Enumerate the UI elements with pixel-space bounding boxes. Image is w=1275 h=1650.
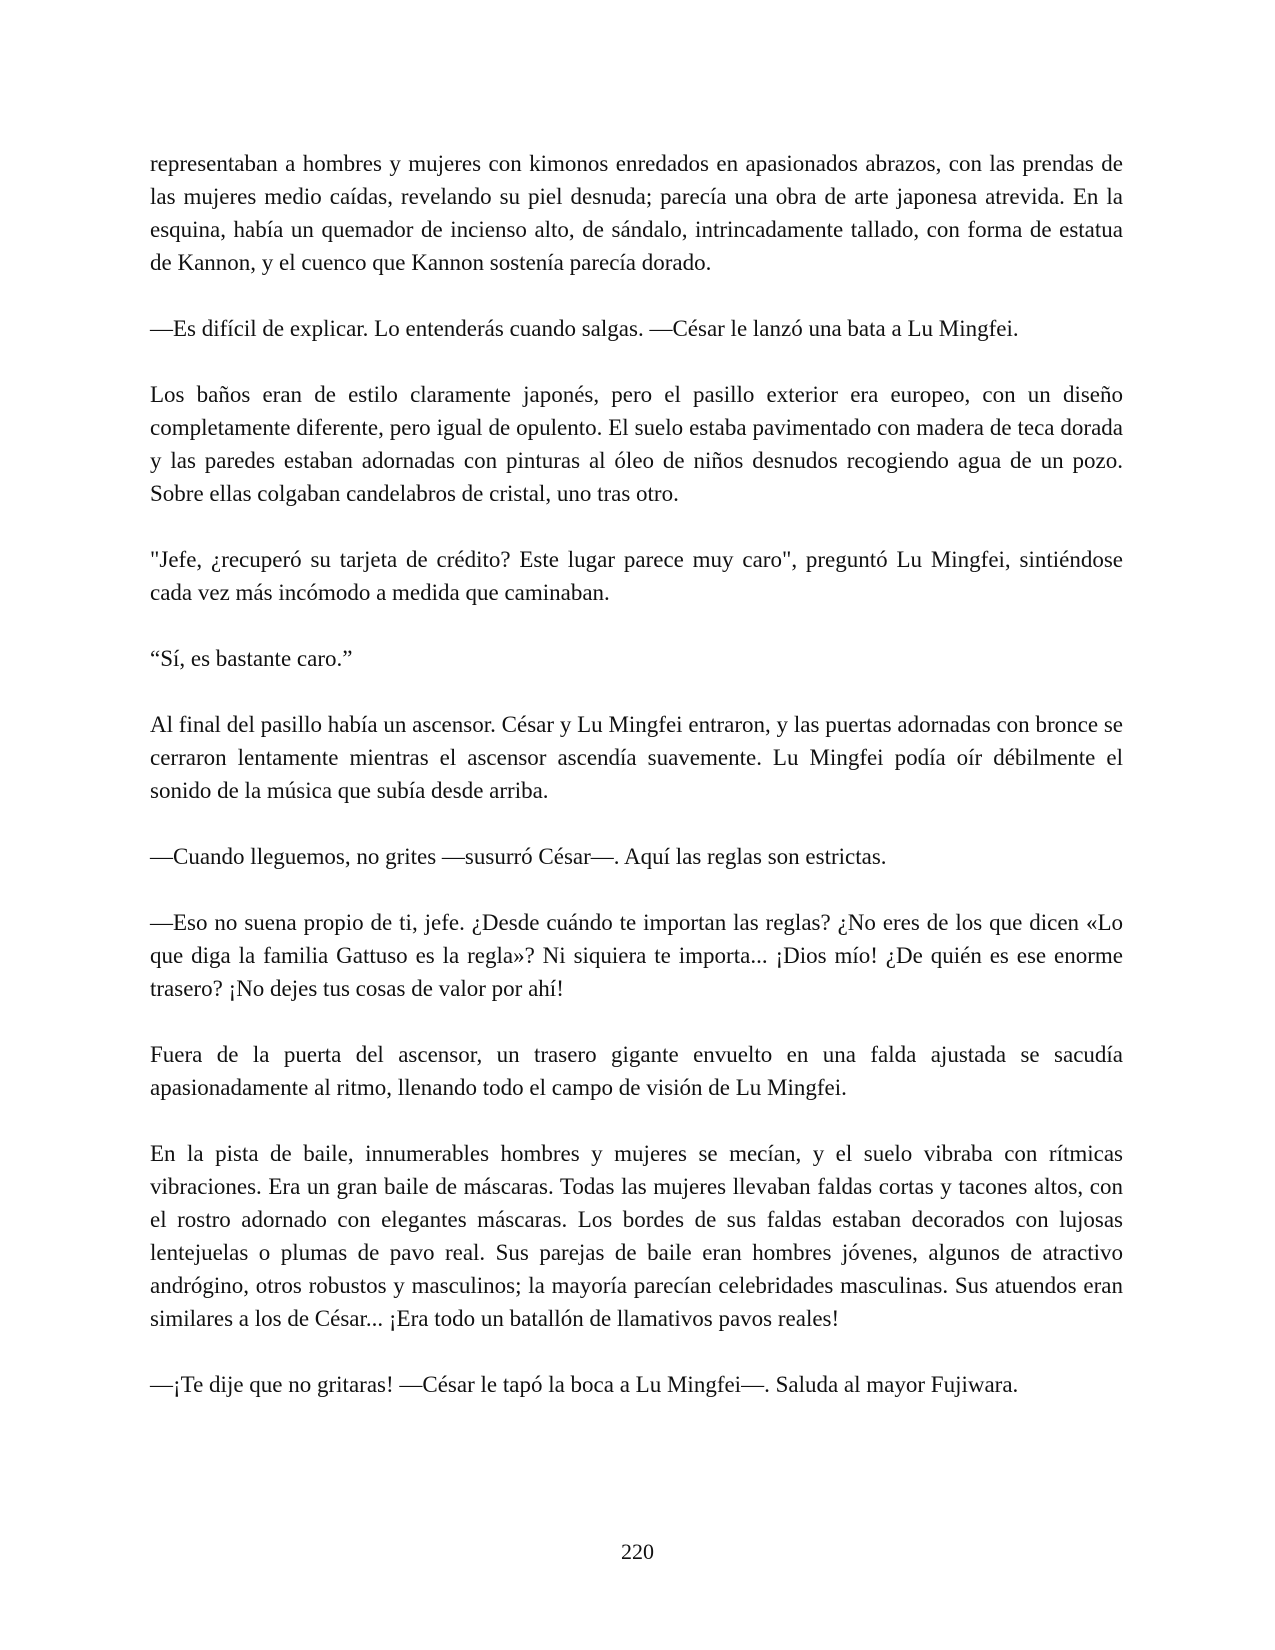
paragraph-3: Los baños eran de estilo claramente japonés, pero el pasillo exterior era europeo, con un diseño completamente diferente, pero igual de opulento. El suelo estaba pavimentado con madera de teca dorada y las paredes estaban adornadas con pinturas al óleo de niños desnudos recogiendo agua de un pozo. Sobre ellas colgaban candelabros de cristal, uno tras otro.: [150, 382, 1123, 506]
paragraph-7: —Cuando lleguemos, no grites —susurró César—. Aquí las reglas son estrictas.: [150, 844, 887, 869]
paragraph-4: "Jefe, ¿recuperó su tarjeta de crédito? Este lugar parece muy caro", preguntó Lu Mingfei, sintiéndose cada vez más incómodo a medida que caminaban.: [150, 547, 1123, 605]
paragraph-5: “Sí, es bastante caro.”: [150, 646, 353, 671]
paragraph-8: —Eso no suena propio de ti, jefe. ¿Desde cuándo te importan las reglas? ¿No eres de los que dicen «Lo que diga la familia Gattuso es la regla»? Ni siquiera te importa... ¡Dios mío! ¿De quién es ese enorme trasero? ¡No dejes tus cosas de valor por ahí!: [150, 910, 1123, 1001]
paragraph-1: representaban a hombres y mujeres con kimonos enredados en apasionados abrazos, con las prendas de las mujeres medio caídas, revelando su piel desnuda; parecía una obra de arte japonesa atrevida. En la esquina, había un quemador de incienso alto, de sándalo, intrincadamente tallado, con forma de estatua de Kannon, y el cuenco que Kannon sostenía parecía dorado.: [150, 151, 1123, 275]
page-number: 220: [621, 1539, 654, 1564]
paragraph-11: —¡Te dije que no gritaras! —César le tapó la boca a Lu Mingfei—. Saluda al mayor Fujiwara.: [150, 1372, 1019, 1397]
paragraph-2: —Es difícil de explicar. Lo entenderás cuando salgas. —César le lanzó una bata a Lu Mingfei.: [150, 316, 1019, 341]
body-text: [150, 147, 1123, 1401]
paragraph-9: Fuera de la puerta del ascensor, un trasero gigante envuelto en una falda ajustada se sacudía apasionadamente al ritmo, llenando todo el campo de visión de Lu Mingfei.: [150, 1042, 1123, 1100]
paragraph-10: En la pista de baile, innumerables hombres y mujeres se mecían, y el suelo vibraba con rítmicas vibraciones. Era un gran baile de máscaras. Todas las mujeres llevaban faldas cortas y tacones altos, con el rostro adornado con elegantes máscaras. Los bordes de sus faldas estaban decorados con lujosas lentejuelas o plumas de pavo real. Sus parejas de baile eran hombres jóvenes, algunos de atractivo andrógino, otros robustos y masculinos; la mayoría parecían celebridades masculinas. Sus atuendos eran similares a los de César... ¡Era todo un batallón de llamativos pavos reales!: [150, 1141, 1123, 1331]
paragraph-6: Al final del pasillo había un ascensor. César y Lu Mingfei entraron, y las puertas adornadas con bronce se cerraron lentamente mientras el ascensor ascendía suavemente. Lu Mingfei podía oír débilmente el sonido de la música que subía desde arriba.: [150, 712, 1123, 803]
